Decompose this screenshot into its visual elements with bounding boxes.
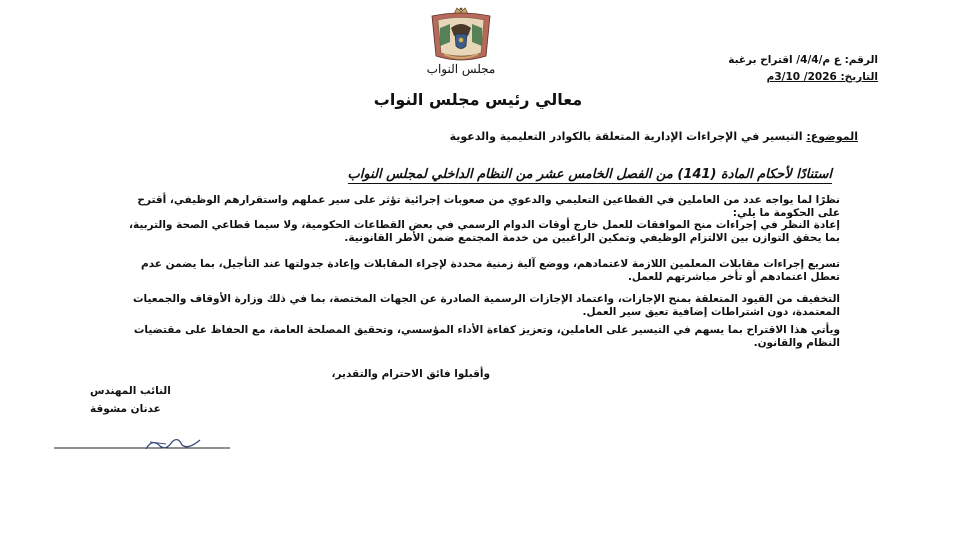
reference-number: الرقم: ع م/4/4/ اقتراح برغبة [728,54,878,66]
paragraph-conclusion: ويأتي هذا الاقتراح بما يسهم في التيسير على العاملين، وتعزيز كفاءة الأداء المؤسسي، وتحقيق المصلحة العامة، مع الحفاظ على مقتضيات النظام والقانون. [133,324,840,350]
paragraph-teacher-interviews: تسريع إجراءات مقابلات المعلمين اللازمة لاعتمادهم، ووضع آلية زمنية محددة لإجراء المقابلات وإعادة جدولتها عند التأجيل، بما يضمن عدم تعطل اعتمادهم أو تأخر مباشرتهم للعمل. [141,258,840,284]
letter-date: التاريخ: 2026/ 3/10م [766,71,878,83]
addressee-line: معالي رئيس مجلس النواب [373,90,583,109]
subject-line [450,130,858,143]
paragraph-work-approvals: إعادة النظر في إجراءات منح الموافقات للعمل خارج أوقات الدوام الرسمي في بعض القطاعات الحكومية، ولا سيما قطاعي الصحة والتربية، بما يحقق التوازن بين الالتزام الوظيفي وتمكين الراغبين من خدمة المجتمع ضمن الأطر القانونية. [128,219,840,245]
handwritten-signature-icon [54,436,230,454]
signatory-title: النائب المهندس [90,385,171,397]
signatory-name: عدنان مشوقة [90,403,161,415]
subject-text: التيسير في الإجراءات الإدارية المتعلقة بالكوادر التعليمية والدعوية [449,130,803,143]
paragraph-intro: نظرًا لما يواجه عدد من العاملين في القطاعين التعليمي والدعوي من صعوبات إجرائية تؤثر على سير عملهم واستقرارهم الوظيفي، أقترح على الحكومة ما يلي: [137,194,840,220]
organization-name: مجلس النواب [426,62,496,76]
subject-label: الموضوع: [806,130,858,143]
legal-basis-line: استنادًا لأحكام المادة (141) من الفصل الخامس عشر من النظام الداخلي لمجلس النواب [347,167,832,182]
paragraph-leave-restrictions: التخفيف من القيود المتعلقة بمنح الإجازات، واعتماد الإجازات الرسمية الصادرة عن الجهات المختصة، بما في ذلك وزارة الأوقاف والجمعيات المعتمدة، دون اشتراطات إضافية تعيق سير العمل. [132,293,840,319]
coat-of-arms-emblem [420,6,502,66]
closing-salutation: وأقبلوا فائق الاحترام والتقدير، [331,368,490,380]
